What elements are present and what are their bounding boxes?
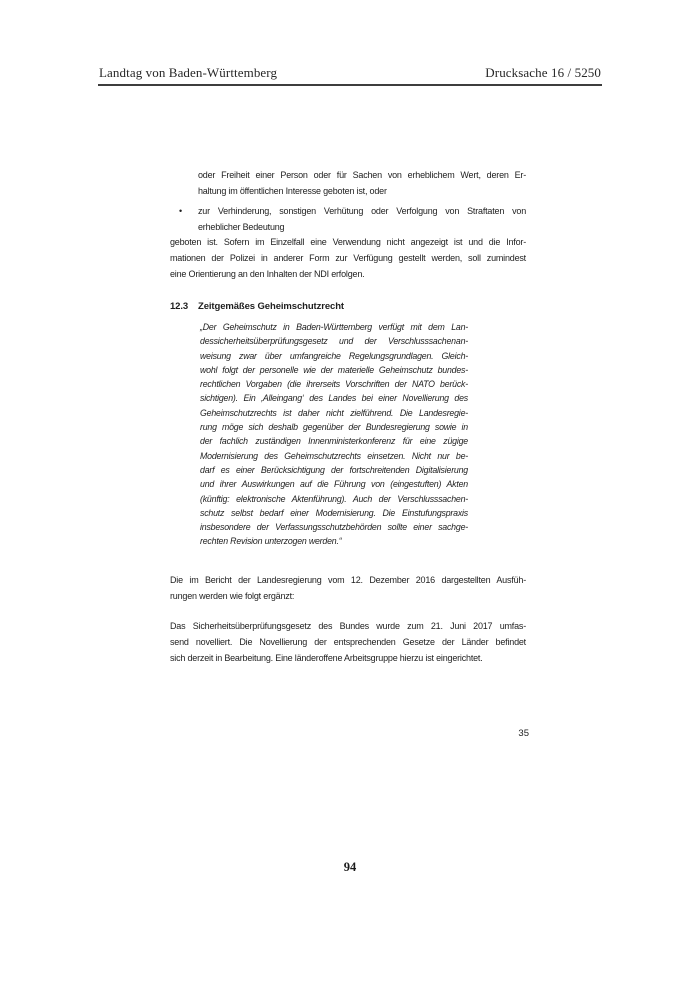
body-paragraph xyxy=(170,618,526,666)
bullet-icon: • xyxy=(179,206,183,216)
text-line: haltung im öffentlichen Interesse geboten ist, oder xyxy=(198,186,387,196)
section-title: Zeitgemäßes Geheimschutzrecht xyxy=(198,301,344,312)
quote-line: der fachlich zuständigen Innenministerkonferenz für eine zügige xyxy=(200,436,468,447)
quote-line: rechtlichen Vorgaben (die ihrerseits Vorschriften der NATO berück- xyxy=(200,379,468,390)
header-publisher: Landtag von Baden-Württemberg xyxy=(99,65,278,80)
quote-line: (künftig: elektronische Aktenführung). Auch der Verschlusssachen- xyxy=(200,493,468,504)
body-paragraph xyxy=(170,234,526,282)
text-line: oder Freiheit einer Person oder für Sachen von erheblichem Wert, deren Er- xyxy=(198,170,526,180)
quote-line: darf es einer Berücksichtigung der fortschreitenden Digitalisierung xyxy=(200,464,468,475)
text-line: rungen werden wie folgt ergänzt: xyxy=(170,591,295,601)
quote-line: rechten Revision unterzogen werden.“ xyxy=(200,536,342,547)
quote-line: schutz selbst bedarf einer Modernisierung. Die Einstufungspraxis xyxy=(200,507,468,518)
text-line: eine Orientierung an den Inhalten der NDI erfolgen. xyxy=(170,269,365,279)
text-line: zur Verhinderung, sonstigen Verhütung oder Verfolgung von Straftaten von xyxy=(198,206,526,216)
quote-line: Geheimschutzrechts ist daher nicht zielführend. Die Landesregie- xyxy=(200,407,468,418)
text-line: Die im Bericht der Landesregierung vom 12. Dezember 2016 dargestellten Ausfüh- xyxy=(170,575,526,585)
quote-line: sichtigen). Ein ‚Alleingang‘ des Landes bei einer Novellierung des xyxy=(200,393,468,404)
quote-line: Modernisierung des Geheimschutzrechts einsetzen. Nicht nur be- xyxy=(200,450,468,461)
text-line: sich derzeit in Bearbeitung. Eine länderoffene Arbeitsgruppe hierzu ist eingerichtet. xyxy=(170,653,483,663)
block-quote xyxy=(200,320,468,549)
text-line: send novelliert. Die Novellierung der entsprechenden Gesetze der Länder befindet xyxy=(170,637,526,647)
bullet-list-item xyxy=(198,203,526,235)
section-number: 12.3 xyxy=(170,301,189,312)
text-line: erheblicher Bedeutung xyxy=(198,222,285,232)
page-number: 94 xyxy=(343,860,357,874)
section-heading xyxy=(170,301,344,312)
quote-line: wohl folgt der personelle wie der materielle Geheimschutz bundes- xyxy=(200,364,468,375)
quote-line: „Der Geheimschutz in Baden-Württemberg verfügt mit dem Lan- xyxy=(200,322,468,332)
quote-line: rung möge sich deshalb gegenüber der Bundesregierung sowie in xyxy=(200,422,468,433)
header-rule xyxy=(98,84,602,86)
text-line: geboten ist. Sofern im Einzelfall eine Verwendung nicht angezeigt ist und die Infor- xyxy=(170,237,526,247)
quote-line: weisung zwar über umfangreiche Regelungsgrundlagen. Gleich- xyxy=(200,350,468,361)
quote-line: dessicherheitsüberprüfungsgesetz und der Verschlusssachenan- xyxy=(200,336,468,347)
embedded-page-number: 35 xyxy=(518,728,529,739)
quote-line: und ihrer Auswirkungen auf die Führung von (eingestuften) Akten xyxy=(200,479,468,490)
body-paragraph xyxy=(170,572,526,604)
text-line: mationen der Polizei in anderer Form zur Verfügung gestellt werden, soll zumindest xyxy=(170,253,526,263)
text-line: Das Sicherheitsüberprüfungsgesetz des Bundes wurde zum 21. Juni 2017 umfas- xyxy=(170,621,526,631)
quote-line: insbesondere der Verfassungsschutzbehörden sollte einer sachge- xyxy=(200,522,468,533)
list-continuation-paragraph xyxy=(198,167,526,199)
header-document-number: Drucksache 16 / 5250 xyxy=(485,65,601,80)
